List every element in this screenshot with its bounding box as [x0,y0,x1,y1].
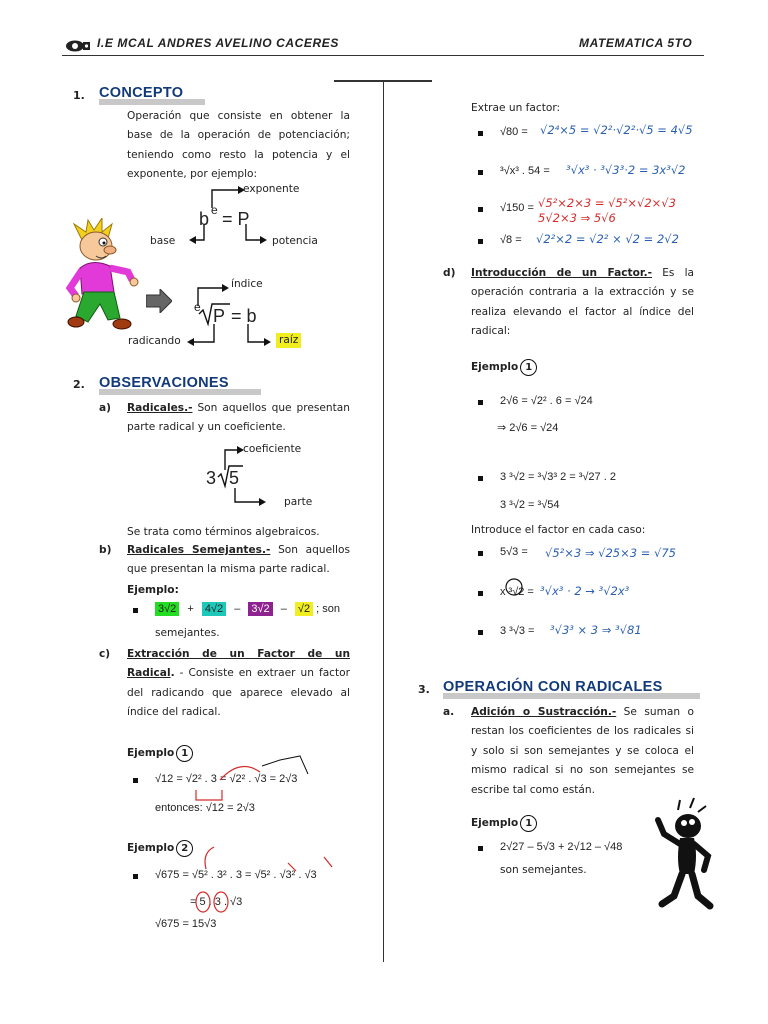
term-green: 3√2 [155,602,179,616]
header-subject: MATEMATICA 5TO [579,36,693,50]
extract-hw-2: ³√x³ · ³√3³·2 = 3x³√2 [566,163,686,177]
label-coeficiente: coeficiente [243,443,302,455]
sum-expression: 2√27 – 5√3 + 2√12 – √48 [500,841,623,853]
base-symbol: b [199,209,210,229]
label-base: base [150,235,176,247]
label-potencia: potencia [272,235,318,247]
example-2-label: Ejemplo 2 [127,840,193,857]
item-b-title: Radicales Semejantes.- [127,544,271,556]
item-c-text: Extracción de un Factor de un Radical. - Consiste en extraer un factor del radicando que aparece elevado al índice del radical. [127,648,351,719]
header-rule [62,55,704,56]
item-3a-label: a. [443,706,455,718]
intro-e4: 3 ³√2 = ³√54 [500,499,560,511]
item-d-label: d) [443,267,456,279]
example-2-result: √675 = 15√3 [155,918,217,930]
extract-expr-4: √8 = [500,234,522,246]
intro-e1: 2√6 = √2² . 6 = √24 [500,395,593,407]
section-2-title: OBSERVACIONES [99,375,229,391]
power-diagram [148,180,348,252]
case-hw-2: ³√x³ · 2 → ³√2x³ [540,584,630,598]
item-3a-text [471,703,694,800]
term-plus: + [187,603,194,615]
root-diagram [126,276,326,354]
item-c-title: Extracción de un Factor de un Radical [127,648,350,680]
section-1-number: 1. [73,89,85,102]
example-1-annotations [200,752,320,782]
intro-e3: 3 ³√2 = ³√3³ 2 = ³√27 . 2 [500,471,616,483]
extract-expr-1: √80 = [500,126,528,138]
item-b-text [127,541,350,580]
section-3-title: OPERACIÓN CON RADICALES [443,679,663,695]
item-c-label: c) [99,648,111,660]
item-3a-title: Adición o Sustracción.- [471,706,617,718]
label-parte: parte [284,496,313,508]
radicand-symbol: P [213,306,226,326]
item-b-label: b) [99,544,112,556]
case-2-circle [504,576,524,598]
example-2-annotations [200,843,360,873]
example-1-label: Ejemplo 1 [127,745,193,762]
coefficient-diagram [205,440,325,512]
term-minus-2: – [280,603,287,615]
case-expr-2: x ³√2 = [500,586,534,598]
item-a-text [127,399,350,438]
algebraic-note: Se trata como términos algebraicos. [127,526,320,538]
label-indice: índice [231,278,263,290]
section-3-number: 3. [418,683,430,696]
item-a-label: a) [99,402,111,414]
item-a-body: Son aquellos que presentan parte radical y un coeficiente. [127,402,350,434]
exponent-symbol: e [211,203,218,217]
item-d-text [471,264,694,342]
extract-hw-4: √2²×2 = √2² × √2 = 2√2 [536,232,679,246]
item-a-title: Radicales.- [127,402,193,414]
item-b-body: Son aquellos que presentan la misma parte radical. [127,544,350,576]
extract-expr-3: √150 = [500,202,534,214]
term-teal: 4√2 [202,602,226,616]
stick-figure-illustration [650,796,720,916]
logo-icon [65,38,91,52]
label-radicando: radicando [128,335,181,347]
label-raiz: raíz [276,333,301,348]
term-son: ; son [316,603,340,615]
root-equals: = b [231,306,257,326]
semejantes-text: semejantes. [155,627,220,639]
power-equals: = P [222,209,250,229]
case-hw-1: √5²×3 ⇒ √25×3 = √75 [545,546,676,560]
item-d-title: Introducción de un Factor.- [471,267,653,279]
example-1-then: entonces: √12 = 2√3 [155,802,255,814]
example-1-line: √12 = √2² . 3 = √2² . √3 = 2√3 [155,773,298,785]
sum-example-label: Ejemplo 1 [471,815,537,832]
index-symbol: e [194,300,201,314]
concept-text: Operación que consiste en obtener la base de la operación de potenciación; teniendo como resto la potencia y el exponente, por ejemplo: [127,110,350,181]
example-2-mid: = 5 . 3 . √3 [190,896,243,908]
extract-hw-3: √5²×2×3 = √5²×√2×√3 5√2×3 ⇒ 5√6 [538,196,676,225]
section-2-number: 2. [73,378,85,391]
sum-note: son semejantes. [500,864,587,876]
term-yellow: √2 [295,602,313,616]
extract-expr-2: ³√x³ . 54 = [500,165,550,177]
section-1-title: CONCEPTO [99,85,184,101]
case-expr-1: 5√3 = [500,546,528,558]
term-minus-1: – [234,603,241,615]
term-purple: 3√2 [248,602,272,616]
case-hw-3: ³√3³ × 3 ⇒ ³√81 [550,623,642,637]
example-2-circles [192,890,242,914]
intro-e2: ⇒ 2√6 = √24 [497,422,559,434]
item-d-body: Es la operación contraria a la extracción y se realiza elevando el factor al índice del radical: [471,267,694,338]
ejemplo-label: Ejemplo: [127,584,179,596]
case-expr-3: 3 ³√3 = [500,625,535,637]
example-2-line: √675 = √5² . 3² . 3 = √5² . √3² . √3 [155,869,317,881]
coef-symbol: 3 [206,468,217,488]
similar-terms [155,603,340,615]
header-school: I.E MCAL ANDRES AVELINO CACERES [97,36,339,50]
rad-symbol: 5 [229,468,240,488]
label-exponente: exponente [243,183,300,195]
item-3a-body: Se suman o restan los coeficientes de los radicales si y solo si son semejantes y se coloca el mismo radical si no son semejantes se escribe tal como están. [471,706,694,796]
intro-example-label: Ejemplo 1 [471,359,537,376]
item-c-body: - Consiste en extraer un factor del radicando que aparece elevado al índice del radical. [127,667,351,719]
intro-cases-title: Introduce el factor en cada caso: [471,524,646,536]
extract-hw-1: √2⁴×5 = √2²·√2²·√5 = 4√5 [540,123,693,137]
column-divider [383,82,384,962]
extract-title: Extrae un factor: [471,102,561,114]
